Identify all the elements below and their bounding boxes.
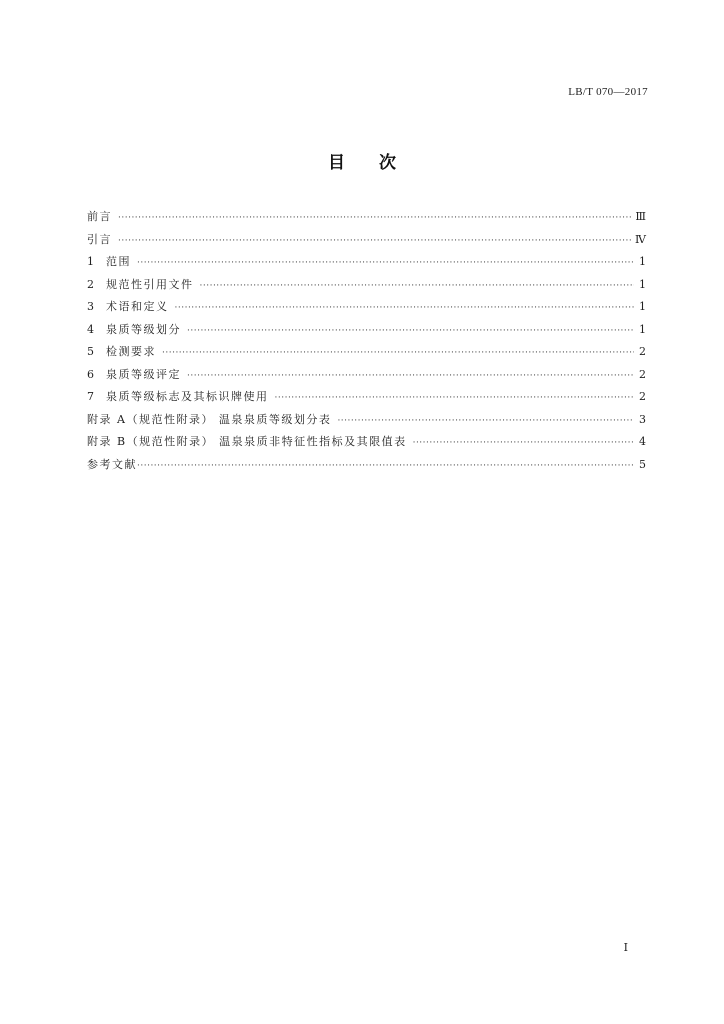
toc-leader-dots (200, 275, 635, 298)
toc-leader-dots (187, 320, 634, 343)
toc-entry-page: 2 (639, 367, 646, 381)
toc-entry-number: 3 (87, 300, 94, 313)
toc-leader-dots (137, 252, 634, 275)
toc-entry-label: 范围 (106, 255, 131, 268)
toc-entry-testing-requirements[interactable] (87, 341, 646, 364)
toc-leader-dots (187, 365, 634, 388)
toc-leader-dots (118, 207, 631, 230)
toc-entry-page: 2 (639, 345, 646, 358)
toc-entry-label: 泉质等级标志及其标识牌使用 (106, 390, 269, 403)
toc-entry-label: 附录 A（规范性附录） 温泉泉质等级划分表 (87, 412, 332, 426)
table-of-contents (87, 206, 646, 476)
toc-entry-page: Ⅲ (635, 210, 646, 223)
toc-entry-foreword[interactable] (87, 206, 646, 229)
toc-entry-normative-references[interactable] (87, 274, 646, 297)
toc-entry-number: 6 (87, 367, 94, 381)
toc-entry-number: 2 (87, 277, 94, 291)
toc-entry-appendix-b[interactable] (87, 431, 646, 454)
toc-entry-terms-definitions[interactable] (87, 296, 646, 319)
toc-entry-label: 泉质等级划分 (106, 322, 181, 336)
toc-entry-introduction[interactable] (87, 229, 646, 252)
toc-entry-page: 4 (639, 435, 646, 448)
toc-leader-dots (118, 230, 631, 253)
document-code: LB/T 070—2017 (568, 86, 648, 98)
page-title (0, 148, 724, 173)
toc-entry-page: 1 (639, 322, 646, 336)
toc-leader-dots (275, 387, 635, 410)
toc-entry-label: 术语和定义 (106, 300, 169, 313)
title-char-1: 目 (328, 153, 345, 173)
toc-entry-page: 2 (639, 390, 646, 403)
toc-leader-dots (175, 297, 635, 320)
toc-entry-label: 泉质等级评定 (106, 367, 181, 381)
toc-entry-page: 3 (639, 412, 646, 426)
toc-entry-page: 1 (639, 255, 646, 268)
toc-leader-dots (137, 455, 634, 478)
toc-entry-page: 1 (639, 300, 646, 313)
toc-entry-grade-assessment[interactable] (87, 364, 646, 387)
toc-entry-bibliography[interactable] (87, 454, 646, 477)
toc-entry-grade-signage[interactable] (87, 386, 646, 409)
toc-entry-appendix-a[interactable] (87, 409, 646, 432)
toc-entry-number: 4 (87, 322, 94, 336)
toc-entry-number: 5 (87, 345, 94, 358)
toc-entry-label: 前言 (87, 210, 112, 223)
toc-entry-label: 引言 (87, 232, 112, 246)
toc-entry-number: 1 (87, 255, 94, 268)
toc-leader-dots (337, 410, 634, 433)
toc-entry-grade-classification[interactable] (87, 319, 646, 342)
toc-entry-label: 检测要求 (106, 345, 156, 358)
toc-entry-page: 1 (639, 277, 646, 291)
toc-entry-page: Ⅳ (635, 232, 646, 246)
toc-entry-label: 参考文献 (87, 457, 137, 471)
toc-entry-scope[interactable] (87, 251, 646, 274)
page-number: I (623, 941, 628, 954)
title-char-2: 次 (379, 153, 396, 173)
toc-leader-dots (413, 432, 634, 455)
toc-entry-page: 5 (639, 457, 646, 471)
toc-entry-label: 附录 B（规范性附录） 温泉泉质非特征性指标及其限值表 (87, 435, 407, 448)
toc-entry-number: 7 (87, 390, 94, 403)
toc-leader-dots (162, 342, 634, 365)
toc-entry-label: 规范性引用文件 (106, 277, 194, 291)
